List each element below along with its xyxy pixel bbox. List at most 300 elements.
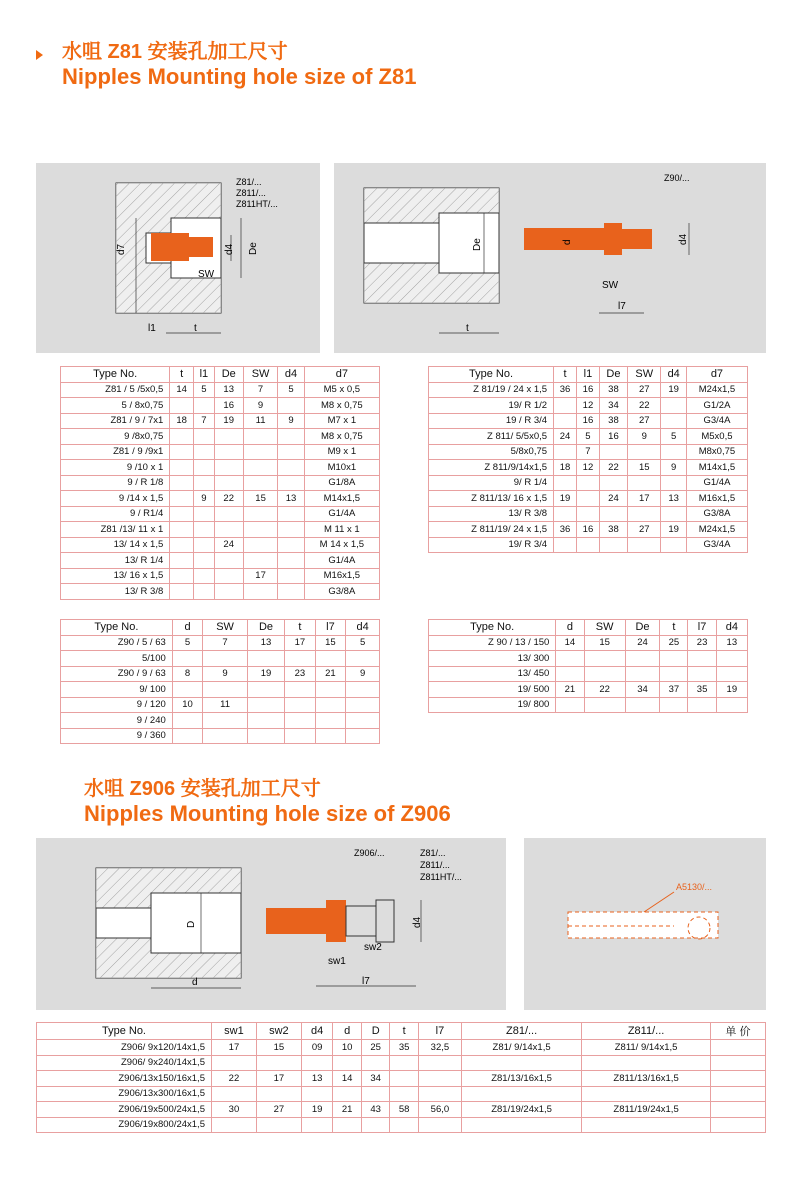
table-cell: 8 — [172, 666, 203, 682]
table-row — [429, 429, 748, 445]
table-cell: 11 — [203, 697, 248, 713]
table-cell: 43 — [361, 1102, 390, 1118]
table-cell: Z81/13/16x1,5 — [461, 1071, 581, 1087]
table-header: De — [599, 367, 627, 383]
table-cell — [418, 1086, 461, 1102]
table-cell — [333, 1086, 362, 1102]
table-cell: 34 — [361, 1071, 390, 1087]
table-cell — [256, 1086, 301, 1102]
table-cell: 18 — [170, 413, 194, 429]
table-row — [429, 413, 748, 429]
table-cell: 17 — [256, 1071, 301, 1087]
table-cell: M8 x 0,75 — [304, 398, 379, 414]
table-header: l7 — [688, 620, 716, 636]
table-cell: 16 — [576, 522, 599, 538]
table-header: SW — [584, 620, 625, 636]
table-row — [61, 382, 380, 398]
table-cell: 14 — [333, 1071, 362, 1087]
table-cell: Z906/ 9x240/14x1,5 — [37, 1055, 212, 1071]
table-cell: Z90 / 9 / 63 — [61, 666, 173, 682]
table-cell: 9 / 360 — [61, 728, 173, 744]
table-header: SW — [203, 620, 248, 636]
d7-label: d7 — [116, 243, 127, 255]
table-cell: Z 811/9/14x1,5 — [429, 460, 554, 476]
table-row — [61, 651, 380, 667]
table-cell: 19/ 500 — [429, 682, 556, 698]
d-label: d — [562, 239, 573, 245]
table-cell: M10x1 — [304, 460, 379, 476]
table-cell: 15 — [243, 491, 278, 507]
table-cell: 24 — [625, 635, 660, 651]
table-cell — [461, 1086, 581, 1102]
diagram-z906-panel — [36, 838, 506, 1010]
table-cell: 19/ R 3/4 — [429, 537, 554, 553]
table-cell: 24 — [599, 491, 627, 507]
table-cell: 16 — [214, 398, 243, 414]
diagram-z906 — [36, 838, 506, 1010]
table-cell — [243, 429, 278, 445]
d-label: d — [192, 977, 198, 988]
table-cell — [211, 1055, 256, 1071]
table-cell: 14 — [170, 382, 194, 398]
section2-title-en: Nipples Mounting hole size of Z906 — [84, 801, 451, 826]
table-cell — [576, 491, 599, 507]
table-z90-small — [60, 619, 380, 744]
table-cell — [243, 553, 278, 569]
table-row — [61, 429, 380, 445]
table-cell — [172, 728, 203, 744]
table-cell: M24x1,5 — [686, 522, 747, 538]
table-cell: G1/2A — [686, 398, 747, 414]
table-header: De — [214, 367, 243, 383]
table-cell — [170, 398, 194, 414]
table-cell: 18 — [554, 460, 577, 476]
table-row — [429, 491, 748, 507]
table-cell: Z906/13x150/16x1,5 — [37, 1071, 212, 1087]
table-cell — [203, 713, 248, 729]
table-cell — [710, 1117, 765, 1133]
table-cell: 16 — [599, 429, 627, 445]
table-row — [37, 1102, 766, 1118]
table-row — [429, 682, 748, 698]
table-row — [429, 382, 748, 398]
table-z906 — [36, 1022, 766, 1133]
table-cell: 58 — [390, 1102, 419, 1118]
table-cell — [170, 553, 194, 569]
table-cell: 9 / 120 — [61, 697, 173, 713]
table-header: Z81/... — [461, 1023, 581, 1040]
table-cell — [661, 506, 686, 522]
table-row — [429, 522, 748, 538]
table-cell: 34 — [625, 682, 660, 698]
table-cell: 17 — [211, 1040, 256, 1056]
table-cell — [194, 460, 215, 476]
table-cell — [599, 475, 627, 491]
z906-label: Z906/... — [354, 848, 385, 858]
table-cell — [710, 1102, 765, 1118]
table-cell: 13 — [716, 635, 747, 651]
table-cell: Z81/ 9/14x1,5 — [461, 1040, 581, 1056]
table-header: D — [361, 1023, 390, 1040]
table-cell: Z 811/ 5/5x0,5 — [429, 429, 554, 445]
table-cell — [628, 444, 661, 460]
table-cell: 24 — [554, 429, 577, 445]
table-cell — [688, 651, 716, 667]
de-label: De — [472, 238, 483, 251]
table-cell: G3/8A — [304, 584, 379, 600]
table-cell — [628, 475, 661, 491]
table-cell — [170, 460, 194, 476]
table-cell: 11 — [243, 413, 278, 429]
table-cell: 9 — [661, 460, 686, 476]
table-cell — [285, 651, 316, 667]
table-cell: 13 — [301, 1071, 333, 1087]
a5130-label: A5130/... — [676, 882, 713, 892]
table-cell: G1/4A — [686, 475, 747, 491]
sw-label: SW — [602, 280, 619, 291]
table-row — [61, 697, 380, 713]
table-cell: Z811/19/24x1,5 — [582, 1102, 711, 1118]
table-row — [429, 651, 748, 667]
table-cell — [170, 491, 194, 507]
table-cell — [278, 522, 304, 538]
table-row — [429, 635, 748, 651]
table-row — [429, 460, 748, 476]
z811-label: Z811/... — [236, 188, 266, 198]
table-row — [429, 475, 748, 491]
table-row — [429, 444, 748, 460]
table-header: sw1 — [211, 1023, 256, 1040]
table-cell: 13/ R 3/8 — [61, 584, 170, 600]
table-cell: 22 — [628, 398, 661, 414]
table-cell: 23 — [285, 666, 316, 682]
table-cell: M14x1,5 — [304, 491, 379, 507]
table-cell: 9 — [346, 666, 380, 682]
table-cell — [556, 651, 584, 667]
table-cell: 56,0 — [418, 1102, 461, 1118]
table-cell: 22 — [599, 460, 627, 476]
table-cell — [688, 666, 716, 682]
d4-label: d4 — [412, 916, 423, 928]
section1-title-en: Nipples Mounting hole size of Z81 — [62, 64, 417, 89]
table-cell — [576, 475, 599, 491]
table-cell — [346, 713, 380, 729]
table-cell — [554, 413, 577, 429]
table-cell — [203, 682, 248, 698]
table-row — [429, 697, 748, 713]
table-cell: 9/ 100 — [61, 682, 173, 698]
table-cell — [554, 398, 577, 414]
table-cell — [170, 537, 194, 553]
table-header: Type No. — [429, 620, 556, 636]
table-cell: 27 — [628, 413, 661, 429]
table-cell — [716, 666, 747, 682]
table-cell: 25 — [660, 635, 688, 651]
table-cell: 13/ 16 x 1,5 — [61, 568, 170, 584]
table-cell: 19 — [716, 682, 747, 698]
table-row — [429, 398, 748, 414]
table-cell: M8x0,75 — [686, 444, 747, 460]
table-cell — [214, 460, 243, 476]
table-cell: Z90 / 5 / 63 — [61, 635, 173, 651]
table-cell: 15 — [256, 1040, 301, 1056]
table-cell: 5/8x0,75 — [429, 444, 554, 460]
table-header: d7 — [304, 367, 379, 383]
table-cell: 21 — [333, 1102, 362, 1118]
table-header: t — [170, 367, 194, 383]
table-cell — [625, 666, 660, 682]
table-cell: Z811/13/16x1,5 — [582, 1071, 711, 1087]
table-header: Type No. — [61, 620, 173, 636]
table-row — [61, 728, 380, 744]
table-cell: 37 — [660, 682, 688, 698]
table-cell: 19 — [661, 522, 686, 538]
table-cell — [390, 1055, 419, 1071]
table-cell — [625, 697, 660, 713]
table-row — [61, 713, 380, 729]
table-cell: M9 x 1 — [304, 444, 379, 460]
table-cell — [243, 475, 278, 491]
table-cell: 38 — [599, 382, 627, 398]
table-cell — [301, 1055, 333, 1071]
table-cell: 35 — [390, 1040, 419, 1056]
table-cell: M8 x 0,75 — [304, 429, 379, 445]
table-cell — [170, 568, 194, 584]
table-cell: 9 /10 x 1 — [61, 460, 170, 476]
table-cell — [170, 475, 194, 491]
table-cell — [461, 1117, 581, 1133]
table-cell — [333, 1055, 362, 1071]
table-cell — [346, 651, 380, 667]
table-cell: 5 — [172, 635, 203, 651]
table-cell: M5 x 0,5 — [304, 382, 379, 398]
table-cell: 19/ 800 — [429, 697, 556, 713]
sw2-label: sw2 — [364, 942, 382, 953]
table-row — [37, 1055, 766, 1071]
table-cell — [661, 537, 686, 553]
table-cell — [716, 651, 747, 667]
table-cell — [247, 682, 284, 698]
l7-label: l7 — [618, 301, 626, 312]
table-header: SW — [628, 367, 661, 383]
table-z90-large — [428, 619, 748, 713]
table-cell — [418, 1117, 461, 1133]
table-cell: Z811/ 9/14x1,5 — [582, 1040, 711, 1056]
table-cell — [243, 537, 278, 553]
table-cell — [315, 697, 346, 713]
D-label: D — [186, 920, 197, 928]
table-cell — [285, 682, 316, 698]
table-header: t — [285, 620, 316, 636]
table-cell — [554, 537, 577, 553]
table-cell — [315, 728, 346, 744]
table-header: De — [247, 620, 284, 636]
table-cell — [278, 568, 304, 584]
table-cell — [194, 444, 215, 460]
table-cell: 5/100 — [61, 651, 173, 667]
table-cell: Z 90 / 13 / 150 — [429, 635, 556, 651]
table-cell — [211, 1086, 256, 1102]
table-cell: 7 — [203, 635, 248, 651]
table-cell: 5 — [278, 382, 304, 398]
diagram-z81 — [36, 163, 320, 353]
table-cell: 34 — [599, 398, 627, 414]
z811ht-label: Z811HT/... — [236, 199, 278, 209]
table-cell — [243, 522, 278, 538]
table-cell: 22 — [214, 491, 243, 507]
table-cell — [170, 522, 194, 538]
table-cell: G1/8A — [304, 475, 379, 491]
table-cell: 12 — [576, 460, 599, 476]
table-cell — [203, 728, 248, 744]
table-cell — [660, 651, 688, 667]
d4-label: d4 — [678, 233, 689, 245]
table-cell: 38 — [599, 413, 627, 429]
section1-title-cn: 水咀 Z81 安装孔加工尺寸 — [62, 41, 288, 63]
table-cell: 7 — [194, 413, 215, 429]
table-cell: 9/ R 1/4 — [429, 475, 554, 491]
table-cell: 13 — [214, 382, 243, 398]
table-cell — [315, 651, 346, 667]
table-cell: 10 — [172, 697, 203, 713]
z811-label: Z811/... — [420, 860, 450, 870]
table-cell — [256, 1055, 301, 1071]
table-cell — [278, 475, 304, 491]
table-cell: M14x1,5 — [686, 460, 747, 476]
table-row — [61, 635, 380, 651]
table-cell — [278, 506, 304, 522]
table-cell: G3/4A — [686, 413, 747, 429]
table-row — [61, 413, 380, 429]
table-cell — [194, 429, 215, 445]
table-cell — [170, 429, 194, 445]
table-cell: 09 — [301, 1040, 333, 1056]
table-row — [429, 506, 748, 522]
diagram-z90 — [334, 163, 766, 353]
table-cell: 24 — [214, 537, 243, 553]
table-header: Type No. — [37, 1023, 212, 1040]
table-cell — [716, 697, 747, 713]
table-cell — [243, 506, 278, 522]
table-cell: M16x1,5 — [686, 491, 747, 507]
table-cell — [285, 697, 316, 713]
table-z81 — [60, 366, 380, 600]
table-cell — [628, 506, 661, 522]
table-cell: 17 — [243, 568, 278, 584]
table-cell: Z81 / 9 /9x1 — [61, 444, 170, 460]
table-cell — [584, 666, 625, 682]
table-cell: 9 — [628, 429, 661, 445]
table-cell: Z81 /13/ 11 x 1 — [61, 522, 170, 538]
table-cell — [710, 1055, 765, 1071]
table-cell — [194, 522, 215, 538]
table-cell: 13/ R 1/4 — [61, 553, 170, 569]
table-cell — [214, 444, 243, 460]
table-cell: 17 — [285, 635, 316, 651]
table-cell — [194, 553, 215, 569]
table-cell — [584, 651, 625, 667]
table-cell — [390, 1117, 419, 1133]
table-row — [61, 666, 380, 682]
table-cell — [214, 553, 243, 569]
table-row — [429, 537, 748, 553]
table-cell: 9 — [243, 398, 278, 414]
z811ht-label: Z811HT/... — [420, 872, 462, 882]
table-cell: 22 — [584, 682, 625, 698]
table-cell — [247, 651, 284, 667]
table-cell: 9 / R1/4 — [61, 506, 170, 522]
z81-label: Z81/... — [420, 848, 446, 858]
table-cell — [285, 728, 316, 744]
table-cell — [554, 444, 577, 460]
table-row — [61, 568, 380, 584]
table-cell — [247, 697, 284, 713]
table-cell — [576, 506, 599, 522]
table-header: l1 — [194, 367, 215, 383]
table-cell — [315, 713, 346, 729]
table-cell — [710, 1040, 765, 1056]
table-cell — [285, 713, 316, 729]
table-cell — [194, 475, 215, 491]
diagram-z90-panel — [334, 163, 766, 353]
table-header: d4 — [661, 367, 686, 383]
table-cell: M 11 x 1 — [304, 522, 379, 538]
table-cell: 17 — [628, 491, 661, 507]
table-cell: 36 — [554, 522, 577, 538]
section2-title-cn: 水咀 Z906 安装孔加工尺寸 — [84, 778, 321, 800]
table-cell: 5 / 8x0,75 — [61, 398, 170, 414]
table-cell — [418, 1055, 461, 1071]
table-header: d7 — [686, 367, 747, 383]
table-cell — [172, 651, 203, 667]
table-header: l7 — [315, 620, 346, 636]
table-cell — [214, 506, 243, 522]
table-cell — [172, 713, 203, 729]
table-cell — [214, 475, 243, 491]
section2-title — [84, 777, 451, 827]
table-cell — [172, 682, 203, 698]
diagram-a5130 — [524, 838, 766, 1010]
table-cell — [194, 584, 215, 600]
table-cell — [661, 444, 686, 460]
table-row — [61, 522, 380, 538]
table-cell — [346, 682, 380, 698]
table-cell: 15 — [584, 635, 625, 651]
table-row — [37, 1071, 766, 1087]
table-cell — [315, 682, 346, 698]
table-cell — [390, 1071, 419, 1087]
table-cell: 13 — [661, 491, 686, 507]
table-cell — [576, 537, 599, 553]
table-cell — [301, 1117, 333, 1133]
sw-label: SW — [198, 269, 215, 280]
table-cell — [660, 666, 688, 682]
bullet-icon — [36, 50, 43, 60]
table-cell — [214, 429, 243, 445]
table-cell: 19 — [214, 413, 243, 429]
table-cell — [194, 506, 215, 522]
table-cell — [660, 697, 688, 713]
table-cell — [203, 651, 248, 667]
table-cell — [243, 444, 278, 460]
table-row — [61, 506, 380, 522]
table-cell — [333, 1117, 362, 1133]
table-cell: Z81 / 9 / 7x1 — [61, 413, 170, 429]
table-cell: G1/4A — [304, 553, 379, 569]
table-cell — [584, 697, 625, 713]
table-cell: 16 — [576, 413, 599, 429]
table-cell — [214, 568, 243, 584]
